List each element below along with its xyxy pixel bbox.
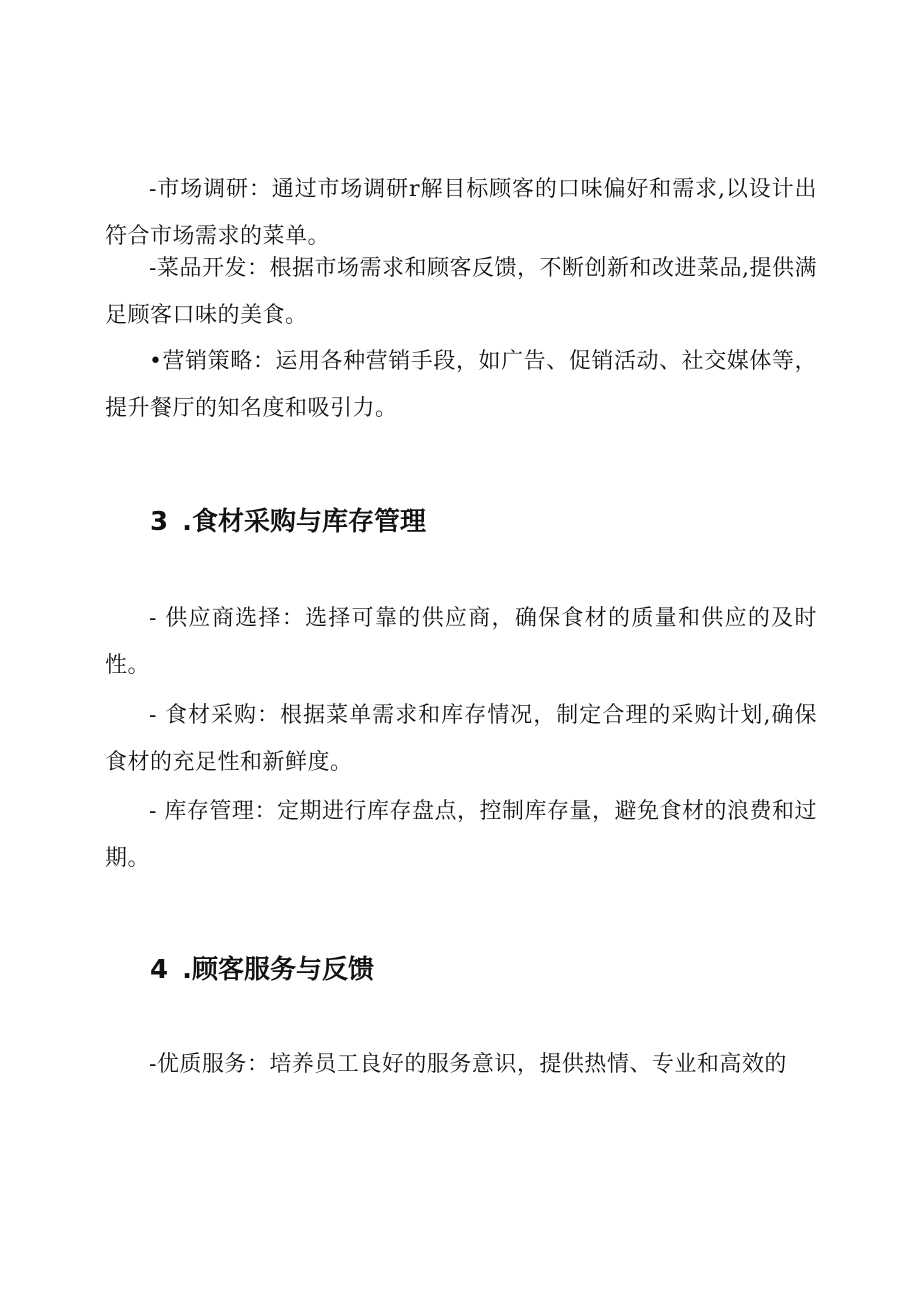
quality-service-paragraph: -优质服务：培养员工良好的服务意识，提供热情、专业和高效的	[149, 1052, 787, 1077]
supplier-selection-paragraph: - 供应商选择：选择可靠的供应商，确保食材的质量和供应的及时性。	[105, 606, 817, 678]
marketing-strategy-paragraph: •营销策略：运用各种营销手段，如广告、促销活动、社交媒体等，提升餐厅的知名度和吸引力。	[105, 349, 817, 421]
dish-development-paragraph: -菜品开发：根据市场需求和顾客反馈，不断创新和改进菜品,提供满足顾客口味的美食。	[105, 256, 817, 328]
market-research-paragraph: -市场调研：通过市场调研r解目标顾客的口味偏好和需求,以设计出符合市场需求的菜单。	[105, 177, 817, 249]
section-3-title: .食材采购与库存管理	[182, 507, 426, 537]
section-4-number: 4	[150, 955, 169, 985]
inventory-management-paragraph: - 库存管理：定期进行库存盘点，控制库存量，避免食材的浪费和过期。	[105, 799, 817, 871]
section-3-number: 3	[150, 507, 169, 537]
section-4-heading	[150, 953, 374, 987]
section-4-title: .顾客服务与反馈	[182, 955, 374, 985]
ingredient-purchasing-paragraph: - 食材采购：根据菜单需求和库存情况，制定合理的采购计划,确保食材的充足性和新鲜度。	[105, 703, 817, 775]
section-3-heading	[150, 505, 426, 539]
